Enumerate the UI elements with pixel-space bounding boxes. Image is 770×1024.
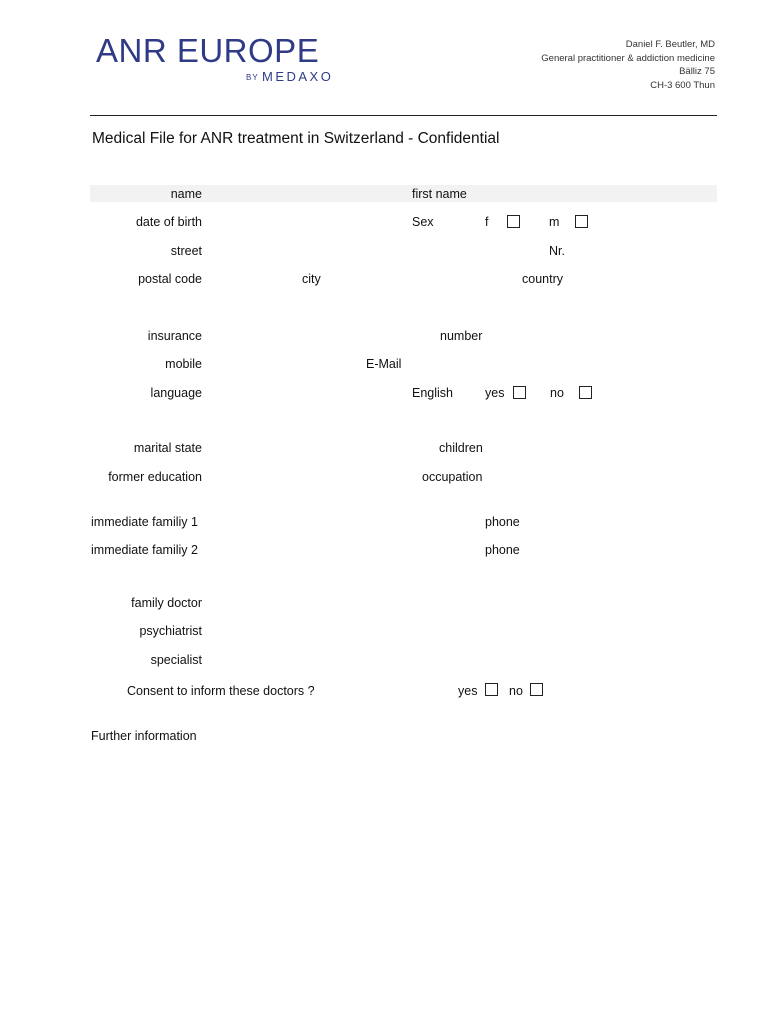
insurance-label: insurance (147, 329, 202, 343)
further-information-label: Further information (91, 729, 197, 743)
email-label: E-Mail (366, 357, 402, 371)
english-yes-checkbox[interactable] (513, 386, 526, 399)
address-line: CH-3 600 Thun (650, 79, 715, 91)
specialist-label: specialist (150, 653, 202, 667)
sex-label: Sex (412, 215, 434, 229)
children-label: children (439, 441, 483, 455)
english-no-checkbox[interactable] (579, 386, 592, 399)
sex-f-checkbox[interactable] (507, 215, 520, 228)
date-of-birth-label: date of birth (135, 215, 202, 229)
street-label: street (170, 244, 202, 258)
marital-state-label: marital state (133, 441, 202, 455)
consent-yes-label: yes (458, 684, 478, 698)
english-no-label: no (550, 386, 564, 400)
phone-2-label: phone (485, 543, 520, 557)
family-doctor-label: family doctor (131, 596, 202, 610)
immediate-family-2-label: immediate familiy 2 (91, 543, 198, 557)
logo-text: ANR EUROPE (96, 32, 320, 69)
country-label: country (522, 272, 563, 286)
occupation-label: occupation (422, 470, 483, 484)
english-yes-label: yes (485, 386, 505, 400)
consent-label: Consent to inform these doctors ? (127, 684, 315, 698)
immediate-family-1-label: immediate familiy 1 (91, 515, 198, 529)
number-label: number (440, 329, 483, 343)
consent-no-label: no (509, 684, 523, 698)
sex-m-checkbox[interactable] (575, 215, 588, 228)
psychiatrist-label: psychiatrist (139, 624, 202, 638)
english-label: English (412, 386, 453, 400)
address-line: General practitioner & addiction medicine (541, 52, 715, 64)
first-name-label: first name (412, 187, 467, 201)
doctor-address (541, 38, 715, 92)
language-label: language (150, 386, 202, 400)
city-label: city (302, 272, 321, 286)
consent-no-checkbox[interactable] (530, 683, 543, 696)
logo-sub-text: MEDAXO (262, 69, 334, 84)
logo-by-text: BY (246, 73, 259, 82)
page-title: Medical File for ANR treatment in Switzerland - Confidential (92, 130, 500, 147)
name-label: name (170, 187, 202, 201)
former-education-label: former education (108, 470, 202, 484)
header-divider (90, 115, 717, 116)
nr-label: Nr. (549, 244, 565, 258)
mobile-label: mobile (165, 357, 202, 371)
phone-1-label: phone (485, 515, 520, 529)
address-line: Daniel F. Beutler, MD (625, 39, 715, 50)
address-line: Bälliz 75 (679, 66, 715, 77)
postal-code-label: postal code (138, 272, 202, 286)
sex-m-label: m (549, 215, 560, 229)
consent-yes-checkbox[interactable] (485, 683, 498, 696)
sex-f-label: f (485, 215, 489, 229)
